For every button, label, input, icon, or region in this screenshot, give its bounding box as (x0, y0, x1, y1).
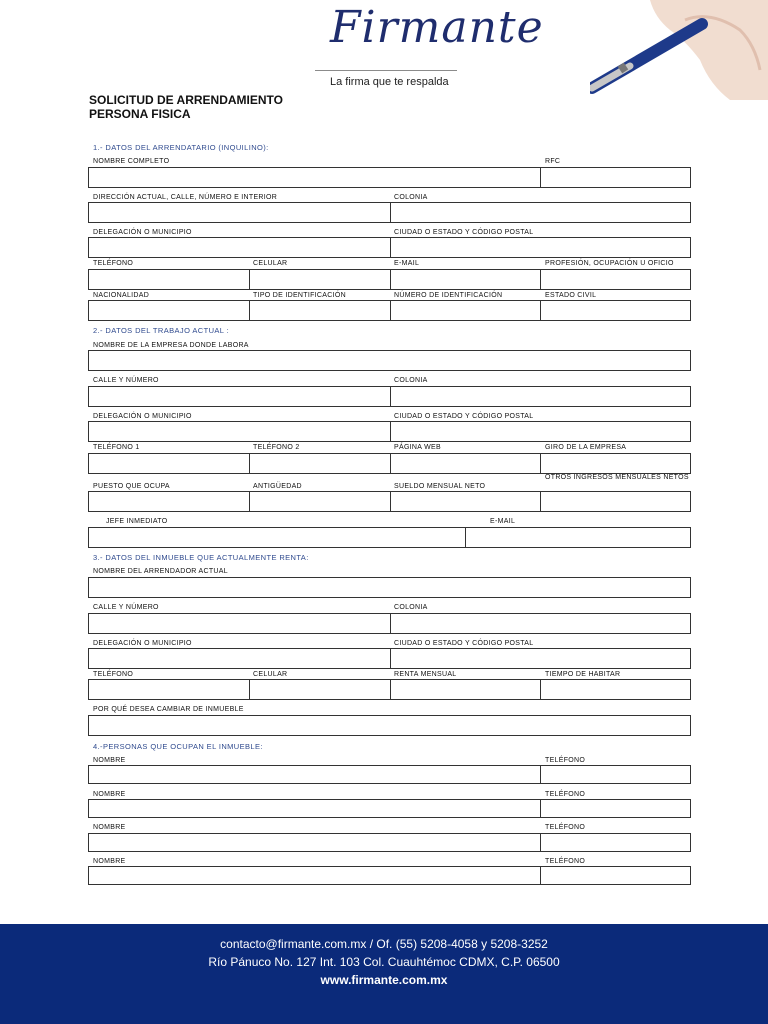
footer-website[interactable]: www.firmante.com.mx (320, 973, 448, 987)
label-numero-identificacion: NÚMERO DE IDENTIFICACIÓN (394, 292, 503, 299)
input-tipo-identificacion[interactable] (249, 300, 391, 321)
label-delegacion: DELEGACIÓN O MUNICIPIO (93, 229, 192, 236)
label-jefe-inmediato: JEFE INMEDIATO (106, 518, 168, 525)
label-puesto: PUESTO QUE OCUPA (93, 483, 170, 490)
brand-logo: Firmante (330, 2, 544, 53)
input-telefono-1[interactable] (88, 453, 250, 474)
label-colonia: COLONIA (394, 194, 428, 201)
footer-contact: contacto@firmante.com.mx / Of. (55) 5208-4058 y 5208-3252 (220, 937, 548, 951)
input-nombre-completo[interactable] (88, 167, 541, 188)
label-telefono-2: TELÉFONO 2 (253, 444, 300, 451)
logo-divider (315, 70, 457, 71)
input-jefe-inmediato[interactable] (88, 527, 466, 548)
input-persona-1-nombre[interactable] (88, 765, 541, 784)
section-1-heading: 1.- DATOS DEL ARRENDATARIO (INQUILINO): (93, 143, 269, 152)
input-email[interactable] (390, 269, 541, 290)
label-email: E-MAIL (394, 260, 420, 267)
label-inmueble-ciudad-cp: CIUDAD O ESTADO Y CÓDIGO POSTAL (394, 640, 534, 647)
label-direccion: DIRECCIÓN ACTUAL, CALLE, NÚMERO E INTERIOR (93, 194, 278, 201)
input-otros-ingresos[interactable] (540, 491, 691, 512)
label-persona-3-telefono: TELÉFONO (545, 824, 586, 831)
section-4-heading: 4.-PERSONAS QUE OCUPAN EL INMUEBLE: (93, 742, 263, 751)
label-rfc: RFC (545, 158, 561, 165)
label-inmueble-calle: CALLE Y NÚMERO (93, 604, 159, 611)
label-inmueble-telefono: TELÉFONO (93, 671, 134, 678)
title-line-1: SOLICITUD DE ARRENDAMIENTO (89, 93, 284, 107)
input-numero-identificacion[interactable] (390, 300, 541, 321)
input-persona-3-nombre[interactable] (88, 833, 541, 852)
label-inmueble-celular: CELULAR (253, 671, 288, 678)
label-nombre-completo: NOMBRE COMPLETO (93, 158, 170, 165)
label-porque-cambiar: POR QUÉ DESEA CAMBIAR DE INMUEBLE (93, 706, 244, 713)
input-renta-mensual[interactable] (390, 679, 541, 700)
label-inmueble-colonia: COLONIA (394, 604, 428, 611)
input-pagina-web[interactable] (390, 453, 541, 474)
input-antiguedad[interactable] (249, 491, 391, 512)
label-estado-civil: ESTADO CIVIL (545, 292, 597, 299)
label-trabajo-ciudad-cp: CIUDAD O ESTADO Y CÓDIGO POSTAL (394, 413, 534, 420)
input-direccion[interactable] (88, 202, 391, 223)
label-telefono-1: TELÉFONO 1 (93, 444, 140, 451)
input-inmueble-colonia[interactable] (390, 613, 691, 634)
label-jefe-email: E-MAIL (490, 518, 516, 525)
input-persona-2-nombre[interactable] (88, 799, 541, 818)
title-line-2: PERSONA FISICA (89, 107, 191, 121)
label-persona-4-nombre: NOMBRE (93, 858, 126, 865)
input-persona-3-telefono[interactable] (540, 833, 691, 852)
input-trabajo-delegacion[interactable] (88, 421, 391, 442)
label-persona-3-nombre: NOMBRE (93, 824, 126, 831)
input-puesto[interactable] (88, 491, 250, 512)
input-trabajo-calle[interactable] (88, 386, 391, 407)
input-persona-4-nombre[interactable] (88, 866, 541, 885)
label-ciudad-cp: CIUDAD O ESTADO Y CÓDIGO POSTAL (394, 229, 534, 236)
label-pagina-web: PÁGINA WEB (394, 444, 441, 451)
label-sueldo: SUELDO MENSUAL NETO (394, 483, 486, 490)
label-tiempo-habitar: TIEMPO DE HABITAR (545, 671, 621, 678)
label-celular: CELULAR (253, 260, 288, 267)
input-delegacion[interactable] (88, 237, 391, 258)
section-3-heading: 3.- DATOS DEL INMUEBLE QUE ACTUALMENTE RENTA: (93, 553, 309, 562)
input-empresa[interactable] (88, 350, 691, 371)
brand-tagline: La firma que te respalda (330, 76, 449, 88)
input-ciudad-cp[interactable] (390, 237, 691, 258)
input-inmueble-calle[interactable] (88, 613, 391, 634)
input-porque-cambiar[interactable] (88, 715, 691, 736)
label-trabajo-calle: CALLE Y NÚMERO (93, 377, 159, 384)
input-inmueble-celular[interactable] (249, 679, 391, 700)
label-nacionalidad: NACIONALIDAD (93, 292, 150, 299)
input-telefono-2[interactable] (249, 453, 391, 474)
input-persona-2-telefono[interactable] (540, 799, 691, 818)
document-title (89, 93, 283, 121)
footer-address: Río Pánuco No. 127 Int. 103 Col. Cuauhtémoc CDMX, C.P. 06500 (208, 955, 560, 969)
input-giro-empresa[interactable] (540, 453, 691, 474)
label-giro-empresa: GIRO DE LA EMPRESA (545, 444, 627, 451)
label-telefono: TELÉFONO (93, 260, 134, 267)
input-tiempo-habitar[interactable] (540, 679, 691, 700)
label-antiguedad: ANTIGÜEDAD (253, 483, 302, 490)
label-persona-1-nombre: NOMBRE (93, 757, 126, 764)
input-trabajo-colonia[interactable] (390, 386, 691, 407)
input-telefono[interactable] (88, 269, 250, 290)
input-sueldo[interactable] (390, 491, 541, 512)
label-persona-4-telefono: TELÉFONO (545, 858, 586, 865)
label-trabajo-delegacion: DELEGACIÓN O MUNICIPIO (93, 413, 192, 420)
input-persona-1-telefono[interactable] (540, 765, 691, 784)
label-persona-2-telefono: TELÉFONO (545, 791, 586, 798)
input-estado-civil[interactable] (540, 300, 691, 321)
input-jefe-email[interactable] (465, 527, 691, 548)
input-persona-4-telefono[interactable] (540, 866, 691, 885)
label-profesion: PROFESIÓN, OCUPACIÓN U OFICIO (545, 260, 674, 267)
input-rfc[interactable] (540, 167, 691, 188)
label-renta-mensual: RENTA MENSUAL (394, 671, 457, 678)
label-persona-1-telefono: TELÉFONO (545, 757, 586, 764)
label-trabajo-colonia: COLONIA (394, 377, 428, 384)
label-arrendador: NOMBRE DEL ARRENDADOR ACTUAL (93, 568, 228, 575)
input-nacionalidad[interactable] (88, 300, 250, 321)
label-inmueble-delegacion: DELEGACIÓN O MUNICIPIO (93, 640, 192, 647)
input-colonia[interactable] (390, 202, 691, 223)
pen-illustration (590, 0, 768, 100)
input-inmueble-telefono[interactable] (88, 679, 250, 700)
footer-bar (0, 924, 768, 1024)
label-otros-ingresos: OTROS INGRESOS MENSUALES NETOS (545, 474, 689, 481)
input-arrendador[interactable] (88, 577, 691, 598)
input-celular[interactable] (249, 269, 391, 290)
label-persona-2-nombre: NOMBRE (93, 791, 126, 798)
input-trabajo-ciudad-cp[interactable] (390, 421, 691, 442)
label-empresa: NOMBRE DE LA EMPRESA DONDE LABORA (93, 342, 249, 349)
label-tipo-identificacion: TIPO DE IDENTIFICACIÓN (253, 292, 346, 299)
input-inmueble-delegacion[interactable] (88, 648, 391, 669)
input-profesion[interactable] (540, 269, 691, 290)
input-inmueble-ciudad-cp[interactable] (390, 648, 691, 669)
section-2-heading: 2.- DATOS DEL TRABAJO ACTUAL : (93, 326, 230, 335)
